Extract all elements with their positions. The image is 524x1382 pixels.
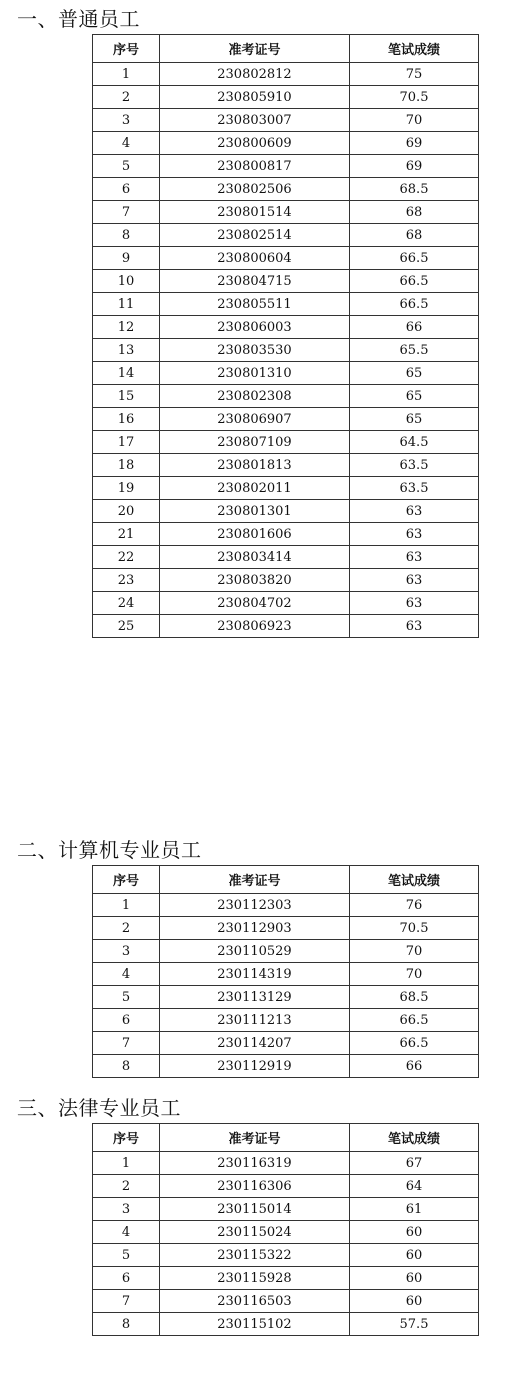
cell-score: 70.5 <box>350 86 479 109</box>
table-row <box>93 1198 479 1221</box>
cell-score: 66.5 <box>350 247 479 270</box>
cell-exam-id: 230115024 <box>160 1221 350 1244</box>
cell-score: 66.5 <box>350 1032 479 1055</box>
table-row <box>93 963 479 986</box>
cell-score: 70 <box>350 109 479 132</box>
cell-score: 60 <box>350 1290 479 1313</box>
table-row <box>93 1175 479 1198</box>
cell-index: 5 <box>93 986 160 1009</box>
cell-index: 16 <box>93 408 160 431</box>
cell-index: 12 <box>93 316 160 339</box>
table-row <box>93 1244 479 1267</box>
table-row <box>93 1313 479 1336</box>
table-row <box>93 615 479 638</box>
cell-exam-id: 230116319 <box>160 1152 350 1175</box>
table-row <box>93 362 479 385</box>
cell-score: 60 <box>350 1221 479 1244</box>
cell-index: 11 <box>93 293 160 316</box>
column-header-score: 笔试成绩 <box>350 35 479 63</box>
cell-index: 3 <box>93 109 160 132</box>
cell-exam-id: 230801310 <box>160 362 350 385</box>
table-row <box>93 454 479 477</box>
column-header-exam-id: 准考证号 <box>160 35 350 63</box>
table-row <box>93 940 479 963</box>
cell-index: 7 <box>93 201 160 224</box>
cell-score: 69 <box>350 132 479 155</box>
cell-exam-id: 230113129 <box>160 986 350 1009</box>
cell-score: 65 <box>350 385 479 408</box>
table-row <box>93 201 479 224</box>
cell-score: 70 <box>350 940 479 963</box>
column-header-score: 笔试成绩 <box>350 1124 479 1152</box>
table-row <box>93 523 479 546</box>
cell-exam-id: 230806923 <box>160 615 350 638</box>
table-row <box>93 270 479 293</box>
table-row <box>93 592 479 615</box>
table-row <box>93 546 479 569</box>
table-row <box>93 132 479 155</box>
cell-score: 65 <box>350 362 479 385</box>
cell-score: 68 <box>350 224 479 247</box>
cell-index: 2 <box>93 86 160 109</box>
cell-exam-id: 230111213 <box>160 1009 350 1032</box>
table-row <box>93 86 479 109</box>
column-header-index: 序号 <box>93 1124 160 1152</box>
cell-index: 5 <box>93 1244 160 1267</box>
table-header-row <box>93 35 479 63</box>
table-header-row <box>93 866 479 894</box>
column-header-exam-id: 准考证号 <box>160 1124 350 1152</box>
cell-exam-id: 230800604 <box>160 247 350 270</box>
table-row <box>93 986 479 1009</box>
cell-index: 20 <box>93 500 160 523</box>
cell-score: 65 <box>350 408 479 431</box>
cell-index: 24 <box>93 592 160 615</box>
cell-score: 60 <box>350 1267 479 1290</box>
cell-exam-id: 230800817 <box>160 155 350 178</box>
cell-index: 14 <box>93 362 160 385</box>
cell-index: 6 <box>93 1267 160 1290</box>
table-row <box>93 569 479 592</box>
cell-score: 63 <box>350 500 479 523</box>
cell-index: 7 <box>93 1032 160 1055</box>
cell-index: 1 <box>93 894 160 917</box>
cell-exam-id: 230802514 <box>160 224 350 247</box>
table-row <box>93 1267 479 1290</box>
cell-score: 63 <box>350 615 479 638</box>
table-row <box>93 316 479 339</box>
cell-score: 64.5 <box>350 431 479 454</box>
cell-index: 9 <box>93 247 160 270</box>
score-table-computer-staff <box>92 865 479 1078</box>
cell-index: 6 <box>93 1009 160 1032</box>
cell-index: 10 <box>93 270 160 293</box>
cell-exam-id: 230114319 <box>160 963 350 986</box>
cell-exam-id: 230805910 <box>160 86 350 109</box>
cell-score: 63 <box>350 569 479 592</box>
column-header-index: 序号 <box>93 35 160 63</box>
cell-score: 67 <box>350 1152 479 1175</box>
cell-score: 66 <box>350 316 479 339</box>
cell-exam-id: 230116503 <box>160 1290 350 1313</box>
cell-index: 8 <box>93 1313 160 1336</box>
cell-exam-id: 230112919 <box>160 1055 350 1078</box>
table-row <box>93 431 479 454</box>
cell-score: 70 <box>350 963 479 986</box>
cell-exam-id: 230802308 <box>160 385 350 408</box>
cell-index: 4 <box>93 963 160 986</box>
cell-exam-id: 230800609 <box>160 132 350 155</box>
cell-index: 5 <box>93 155 160 178</box>
cell-exam-id: 230807109 <box>160 431 350 454</box>
cell-index: 2 <box>93 1175 160 1198</box>
cell-index: 15 <box>93 385 160 408</box>
table-row <box>93 178 479 201</box>
cell-score: 66.5 <box>350 270 479 293</box>
cell-score: 69 <box>350 155 479 178</box>
cell-index: 8 <box>93 1055 160 1078</box>
cell-index: 8 <box>93 224 160 247</box>
table-header-row <box>93 1124 479 1152</box>
cell-score: 68.5 <box>350 986 479 1009</box>
cell-score: 63.5 <box>350 454 479 477</box>
cell-score: 76 <box>350 894 479 917</box>
cell-index: 2 <box>93 917 160 940</box>
column-header-score: 笔试成绩 <box>350 866 479 894</box>
cell-exam-id: 230806003 <box>160 316 350 339</box>
cell-exam-id: 230802011 <box>160 477 350 500</box>
table-row <box>93 155 479 178</box>
cell-exam-id: 230804715 <box>160 270 350 293</box>
table-row <box>93 500 479 523</box>
cell-score: 70.5 <box>350 917 479 940</box>
cell-exam-id: 230803007 <box>160 109 350 132</box>
table-row <box>93 894 479 917</box>
cell-exam-id: 230802506 <box>160 178 350 201</box>
table-row <box>93 63 479 86</box>
cell-exam-id: 230114207 <box>160 1032 350 1055</box>
cell-score: 65.5 <box>350 339 479 362</box>
cell-exam-id: 230803530 <box>160 339 350 362</box>
cell-index: 18 <box>93 454 160 477</box>
score-table-general-staff <box>92 34 479 638</box>
cell-exam-id: 230803820 <box>160 569 350 592</box>
table-row <box>93 917 479 940</box>
cell-score: 57.5 <box>350 1313 479 1336</box>
table-row <box>93 477 479 500</box>
cell-exam-id: 230805511 <box>160 293 350 316</box>
cell-score: 64 <box>350 1175 479 1198</box>
cell-index: 22 <box>93 546 160 569</box>
cell-exam-id: 230110529 <box>160 940 350 963</box>
table-row <box>93 1152 479 1175</box>
cell-exam-id: 230803414 <box>160 546 350 569</box>
cell-index: 4 <box>93 132 160 155</box>
cell-index: 3 <box>93 1198 160 1221</box>
table-row <box>93 339 479 362</box>
cell-exam-id: 230112303 <box>160 894 350 917</box>
table-row <box>93 109 479 132</box>
cell-index: 19 <box>93 477 160 500</box>
table-row <box>93 1055 479 1078</box>
cell-index: 13 <box>93 339 160 362</box>
cell-index: 6 <box>93 178 160 201</box>
cell-score: 66.5 <box>350 293 479 316</box>
cell-exam-id: 230801301 <box>160 500 350 523</box>
cell-score: 75 <box>350 63 479 86</box>
cell-score: 63.5 <box>350 477 479 500</box>
cell-exam-id: 230801606 <box>160 523 350 546</box>
cell-index: 21 <box>93 523 160 546</box>
cell-score: 66.5 <box>350 1009 479 1032</box>
cell-exam-id: 230804702 <box>160 592 350 615</box>
cell-exam-id: 230112903 <box>160 917 350 940</box>
cell-score: 63 <box>350 523 479 546</box>
cell-index: 4 <box>93 1221 160 1244</box>
cell-index: 23 <box>93 569 160 592</box>
cell-score: 66 <box>350 1055 479 1078</box>
cell-exam-id: 230116306 <box>160 1175 350 1198</box>
score-table-law-staff <box>92 1123 479 1336</box>
cell-score: 63 <box>350 592 479 615</box>
cell-score: 68 <box>350 201 479 224</box>
cell-index: 7 <box>93 1290 160 1313</box>
table-row <box>93 385 479 408</box>
table-row <box>93 1290 479 1313</box>
table-row <box>93 224 479 247</box>
cell-exam-id: 230801514 <box>160 201 350 224</box>
cell-exam-id: 230801813 <box>160 454 350 477</box>
cell-exam-id: 230115322 <box>160 1244 350 1267</box>
cell-exam-id: 230802812 <box>160 63 350 86</box>
table-row <box>93 247 479 270</box>
cell-score: 61 <box>350 1198 479 1221</box>
cell-index: 25 <box>93 615 160 638</box>
table-row <box>93 1032 479 1055</box>
cell-exam-id: 230115014 <box>160 1198 350 1221</box>
section-title-general-staff: 一、普通员工 <box>17 7 140 31</box>
cell-exam-id: 230115928 <box>160 1267 350 1290</box>
cell-exam-id: 230115102 <box>160 1313 350 1336</box>
table-row <box>93 1009 479 1032</box>
table-row <box>93 1221 479 1244</box>
table-row <box>93 293 479 316</box>
section-title-law-staff: 三、法律专业员工 <box>17 1096 181 1120</box>
cell-index: 1 <box>93 63 160 86</box>
column-header-index: 序号 <box>93 866 160 894</box>
cell-score: 68.5 <box>350 178 479 201</box>
column-header-exam-id: 准考证号 <box>160 866 350 894</box>
cell-score: 63 <box>350 546 479 569</box>
cell-score: 60 <box>350 1244 479 1267</box>
cell-index: 3 <box>93 940 160 963</box>
cell-index: 1 <box>93 1152 160 1175</box>
cell-index: 17 <box>93 431 160 454</box>
section-title-computer-staff: 二、计算机专业员工 <box>17 838 202 862</box>
table-row <box>93 408 479 431</box>
cell-exam-id: 230806907 <box>160 408 350 431</box>
